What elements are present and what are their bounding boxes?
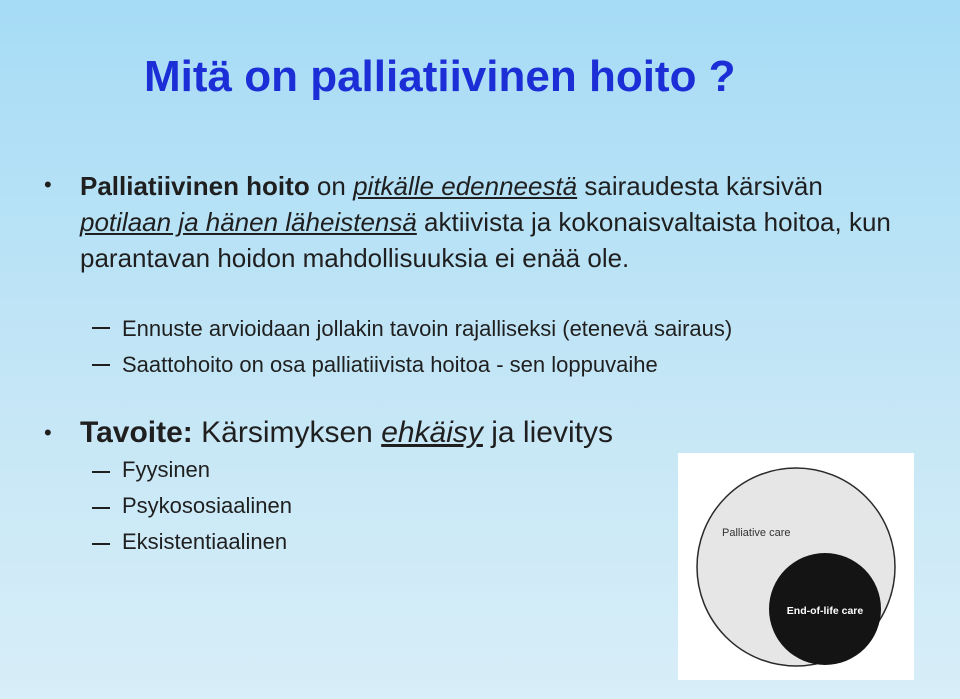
sub-dash	[92, 471, 110, 473]
sub-dash	[92, 543, 110, 545]
bold-lead: Palliatiivinen hoito	[80, 171, 310, 201]
end-of-life-care-label: End-of-life care	[786, 605, 864, 617]
bold-lead: Tavoite:	[80, 416, 193, 449]
text: ja lievitys	[482, 416, 613, 449]
sub-dash	[92, 364, 110, 366]
bullet-goal	[80, 413, 613, 453]
sub-dash	[92, 327, 110, 329]
emphasis-text: ehkäisy	[381, 416, 483, 449]
text: Kärsimyksen	[192, 416, 382, 449]
bullet-dot: •	[44, 172, 52, 197]
slide-title: Mitä on palliatiivinen hoito ?	[144, 52, 736, 101]
sub-item-physical: Fyysinen	[122, 457, 211, 482]
bullet-dot: •	[44, 420, 52, 445]
care-venn-figure	[678, 453, 914, 680]
venn-diagram	[678, 453, 914, 680]
text: aktiivista ja kokonaisvaltaista hoitoa, kun parantavan hoidon mahdollisuuksia ei enää ole.	[80, 207, 891, 273]
emphasis-text: potilaan ja hänen läheistensä	[80, 207, 417, 237]
text: sairaudesta kärsivän	[577, 171, 823, 201]
text: on	[309, 171, 354, 201]
emphasis-text: pitkälle edenneestä	[353, 171, 578, 201]
sub-dash	[92, 507, 110, 509]
sub-item-prognosis: Ennuste arvioidaan jollakin tavoin rajalliseksi (etenevä sairaus)	[122, 316, 733, 341]
sub-item-hospice: Saattohoito on osa palliatiivista hoitoa - sen loppuvaihe	[122, 352, 658, 377]
sub-item-psychosocial: Psykososiaalinen	[122, 493, 292, 518]
palliative-care-label: Palliative care	[722, 527, 791, 539]
sub-item-existential: Eksistentiaalinen	[122, 529, 288, 554]
bullet-palliative-definition	[80, 168, 900, 276]
